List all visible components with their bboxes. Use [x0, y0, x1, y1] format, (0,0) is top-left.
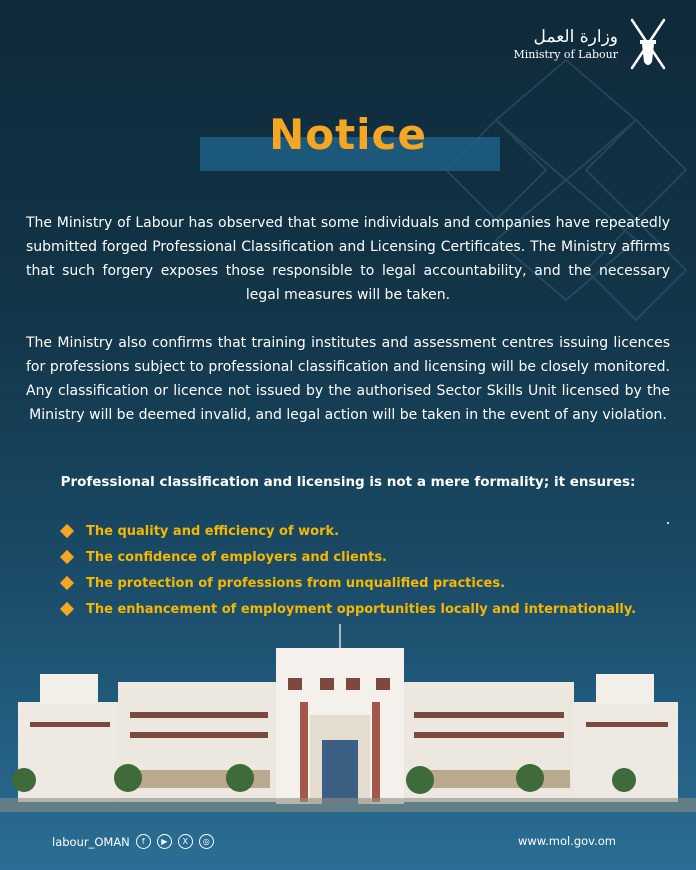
logo-english: Ministry of Labour	[513, 48, 618, 61]
decorative-dot	[667, 522, 669, 524]
ministry-logo	[514, 14, 670, 74]
diamond-bullet-icon	[60, 550, 74, 564]
bullet-text: The enhancement of employment opportunities locally and internationally.	[86, 601, 637, 617]
diamond-bullet-icon	[60, 524, 74, 538]
social-handle: labour_OMAN	[52, 834, 130, 849]
bullet-text: The protection of professions from unqualified practices.	[86, 575, 506, 591]
x-icon[interactable]: X	[178, 834, 193, 849]
list-item	[60, 570, 636, 596]
bullet-text: The quality and efficiency of work.	[86, 523, 340, 539]
oman-emblem-icon	[626, 14, 670, 74]
ministry-building-image	[0, 620, 696, 820]
list-item	[60, 518, 636, 544]
logo-arabic: وزارة العمل	[533, 27, 618, 47]
paragraph-monitoring: The Ministry also confirms that training institutes and assessment centres issuing licences for professions subject to professional classification and licensing will be closely monitored. Any classification or licence not issued by the authorised Sector Skills Unit licensed by the Ministry will be deemed invalid, and legal action will be taken in the event of any violation.	[26, 335, 670, 423]
subheading: Professional classification and licensing is not a mere formality; it ensures:	[60, 474, 636, 490]
logo-text	[514, 26, 618, 62]
footer-social	[52, 834, 214, 849]
website-link[interactable]: www.mol.gov.om	[517, 834, 616, 848]
list-item	[60, 544, 636, 570]
facebook-icon[interactable]: f	[136, 834, 151, 849]
bullet-list	[60, 518, 636, 622]
bullet-text: The confidence of employers and clients.	[86, 549, 387, 565]
youtube-icon[interactable]: ▶	[157, 834, 172, 849]
diamond-bullet-icon	[60, 576, 74, 590]
diamond-bullet-icon	[60, 602, 74, 616]
page-title: Notice	[269, 110, 427, 159]
list-item	[60, 596, 636, 622]
instagram-icon[interactable]: ◎	[199, 834, 214, 849]
paragraph-forgery: The Ministry of Labour has observed that some individuals and companies have repeatedly submitted forged Professional Classification and Licensing Certificates. The Ministry affirms that such forgery exposes those responsible to legal accountability, and the necessary legal measures will be taken.	[26, 215, 670, 303]
